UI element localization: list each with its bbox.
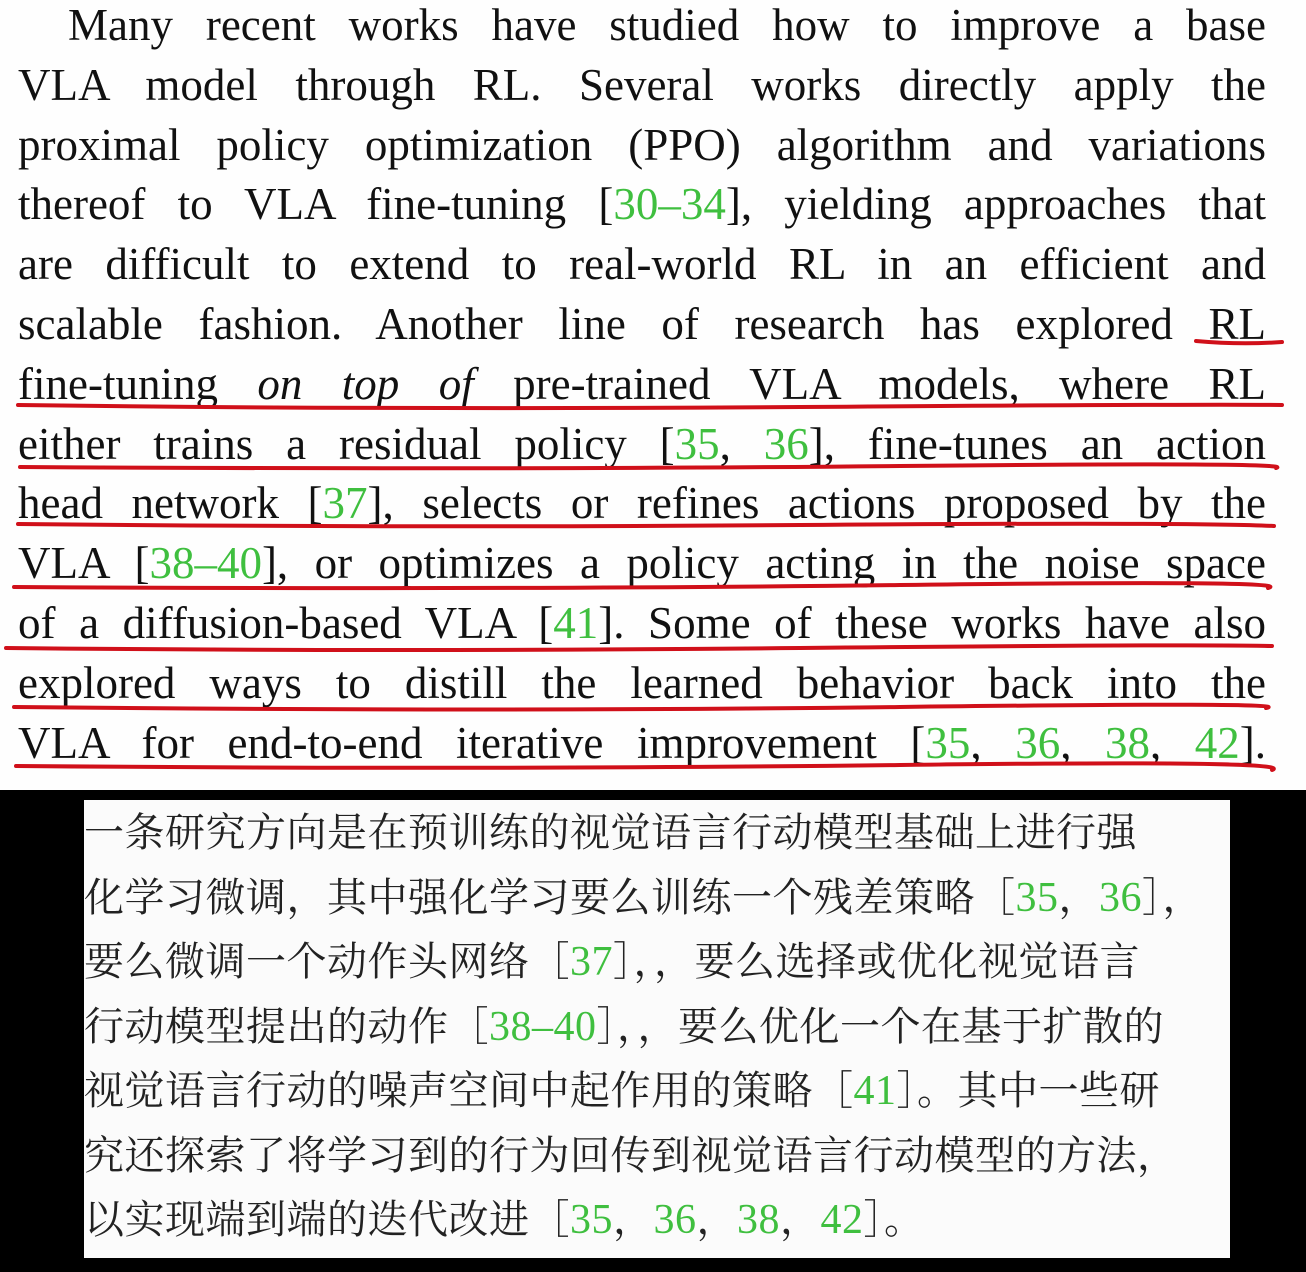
text-run: ，	[780, 1197, 821, 1243]
text-run: ］。	[863, 1197, 925, 1243]
citation-link[interactable]: 38–40	[149, 538, 262, 589]
text-run: explored ways to distill the learned behavior back into the	[18, 657, 1266, 708]
chinese-line	[84, 937, 1140, 999]
citation-link[interactable]: 35	[674, 418, 720, 469]
text-run: ］，，要么选择或优化视觉语言	[613, 939, 1140, 985]
red-underline-stroke	[6, 645, 1272, 650]
citation-link[interactable]: 41	[553, 598, 599, 648]
citation-link[interactable]: 35	[570, 1197, 613, 1243]
text-run: either trains a residual policy [	[18, 418, 675, 469]
text-run: ，	[613, 1197, 654, 1243]
citation-link[interactable]: 36	[1099, 874, 1142, 921]
citation-link[interactable]: 36	[653, 1197, 697, 1243]
text-run: pre-trained VLA models, where RL	[473, 358, 1266, 409]
chinese-line	[84, 808, 1137, 870]
text-run: 一条研究方向是在预训练的视觉语言行动模型基础上进行强	[84, 810, 1137, 856]
citation-link[interactable]: 35	[925, 717, 971, 768]
chinese-line	[84, 873, 1203, 935]
red-underline-stroke	[20, 464, 1277, 468]
chinese-line	[84, 1066, 1160, 1128]
citation-link[interactable]: 42	[820, 1197, 864, 1243]
text-run: 以实现端到端的迭代改进［	[84, 1197, 570, 1243]
text-run: proximal policy optimization (PPO) algorithm and variations	[18, 119, 1266, 170]
chinese-line	[84, 1131, 1178, 1193]
citation-link[interactable]: 35	[1015, 874, 1059, 921]
text-run: VLA [	[18, 538, 150, 589]
text-run: VLA model through RL. Several works directly apply the	[18, 59, 1266, 110]
text-run: 要么微调一个动作头网络［	[84, 939, 570, 985]
text-run: 化学习微调，其中强化学习要么训练一个残差策略［	[84, 874, 1016, 921]
text-run: 行动模型提出的动作［	[84, 1003, 489, 1050]
text-run: ,	[1060, 717, 1105, 768]
text-run: ］。其中一些研	[896, 1068, 1160, 1114]
chinese-translation-paragraph	[84, 800, 1230, 1258]
chinese-line	[84, 1195, 925, 1257]
red-underline-stroke	[1196, 341, 1282, 343]
citation-link[interactable]: 42	[1194, 717, 1240, 768]
text-run: scalable fashion. Another line of research has explored RL	[18, 299, 1266, 349]
citation-link[interactable]: 37	[322, 478, 368, 529]
text-run: 视觉语言行动的噪声空间中起作用的策略［	[84, 1068, 854, 1114]
text-run: ,	[970, 717, 1016, 768]
citation-link[interactable]: 30–34	[613, 179, 726, 230]
red-underline-stroke	[14, 583, 1270, 588]
red-underline-stroke	[18, 524, 1274, 527]
text-run: ]. Some of these works have also	[598, 598, 1266, 648]
text-run: ］，，要么优化一个在基于扩散的	[596, 1003, 1164, 1050]
text-run: ,	[719, 418, 764, 469]
text-run: ，	[1058, 874, 1099, 921]
text-run: ，	[696, 1197, 737, 1243]
citation-link[interactable]: 38–40	[489, 1003, 597, 1050]
text-run: head network [	[18, 478, 323, 529]
text-run: VLA for end-to-end iterative improvement [	[18, 717, 926, 768]
text-run: thereof to VLA fine-tuning [	[18, 179, 614, 230]
text-run: ], fine-tunes an action	[808, 418, 1266, 469]
red-underline-stroke	[18, 405, 1282, 408]
text-run: are difficult to extend to real-world RL in an efficient and	[18, 239, 1266, 290]
text-run: ], selects or refines actions proposed by the	[367, 478, 1267, 529]
red-underline-stroke	[16, 763, 1274, 770]
text-run: ], yielding approaches that	[725, 179, 1266, 230]
citation-link[interactable]: 38	[1105, 717, 1150, 768]
citation-link[interactable]: 38	[737, 1197, 780, 1243]
text-run: of a diffusion-based VLA [	[18, 598, 554, 648]
text-run: Many recent works have studied how to improve a base	[68, 0, 1266, 50]
text-run: ］，	[1142, 874, 1203, 921]
text-run: fine-tuning	[18, 358, 258, 409]
text-run: 究还探索了将学习到的行为回传到视觉语言行动模型的方法，	[84, 1132, 1178, 1179]
citation-link[interactable]: 36	[763, 418, 809, 469]
citation-link[interactable]: 41	[853, 1068, 897, 1114]
red-underline-stroke	[14, 705, 1269, 710]
citation-link[interactable]: 36	[1015, 717, 1061, 768]
text-run: ].	[1239, 717, 1267, 768]
citation-link[interactable]: 37	[570, 939, 613, 985]
italic-text: on top of	[257, 358, 474, 409]
text-run: ,	[1150, 717, 1195, 768]
text-run: ], or optimizes a policy acting in the noise space	[261, 538, 1266, 589]
chinese-line	[84, 1002, 1164, 1064]
